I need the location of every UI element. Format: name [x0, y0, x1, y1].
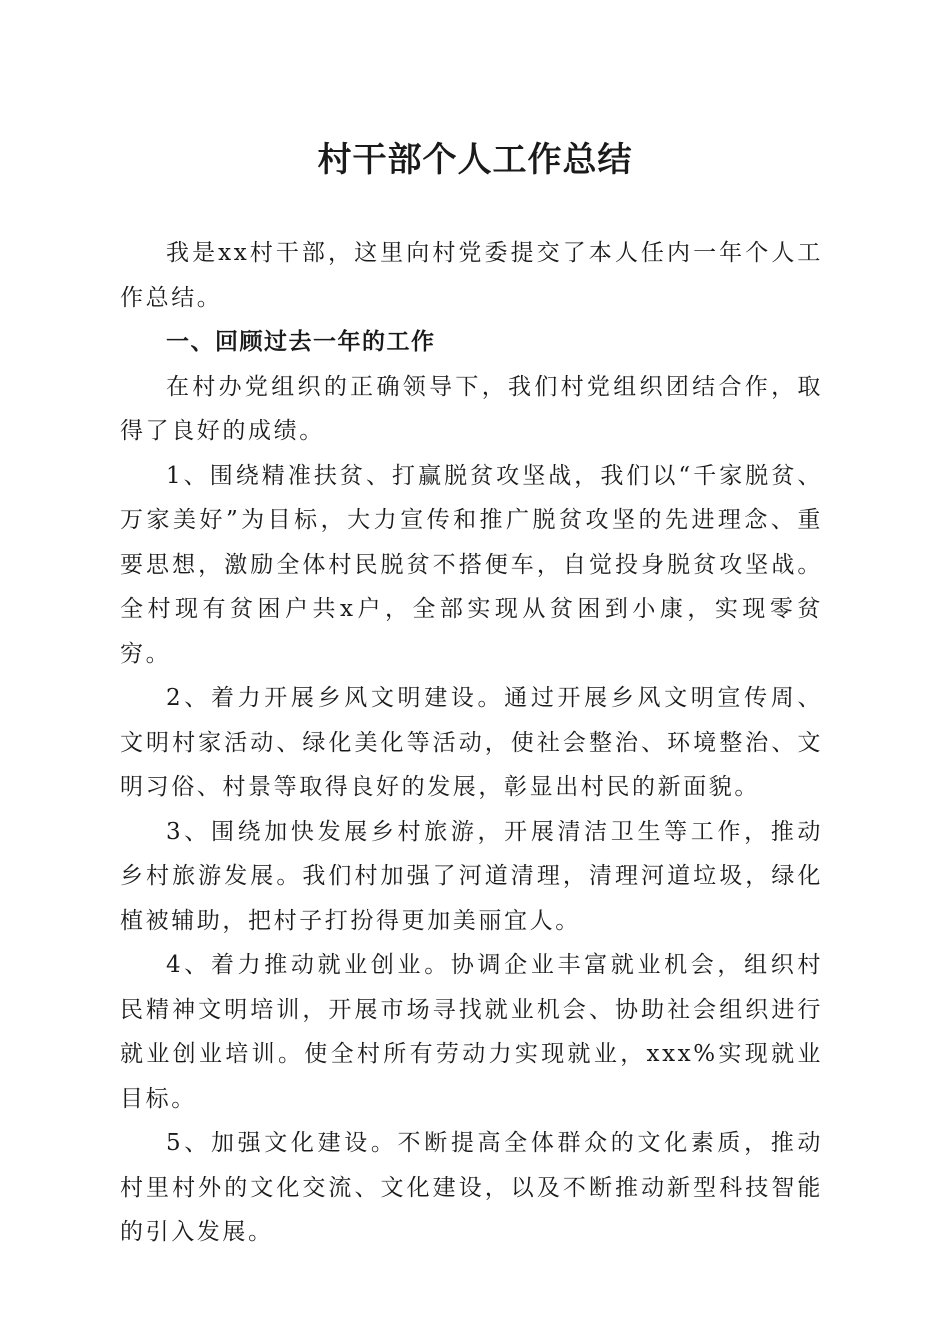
body-paragraph: 3、围绕加快发展乡村旅游，开展清洁卫生等工作，推动乡村旅游发展。我们村加强了河道清理，清理河道垃圾，绿化植被辅助，把村子打扮得更加美丽宜人。 [120, 818, 823, 934]
body-paragraph: 在村办党组织的正确领导下，我们村党组织团结合作，取得了良好的成绩。 [120, 373, 823, 444]
body-paragraph: 4、着力推动就业创业。协调企业丰富就业机会，组织村民精神文明培训，开展市场寻找就业机会、协助社会组织进行就业创业培训。使全村所有劳动力实现就业，xxx%实现就业目标。 [120, 952, 823, 1112]
section-heading: 一、回顾过去一年的工作 [166, 329, 436, 355]
body-paragraph: 5、加强文化建设。不断提高全体群众的文化素质，推动村里村外的文化交流、文化建设，以及不断推动新型科技智能的引入发展。 [120, 1130, 823, 1245]
intro-paragraph: 我是xx村干部，这里向村党委提交了本人任内一年个人工作总结。 [120, 240, 823, 311]
document-body [120, 231, 823, 1255]
body-paragraph: 1、围绕精准扶贫、打赢脱贫攻坚战，我们以“千家脱贫、万家美好”为目标，大力宣传和推广脱贫攻坚的先进理念、重要思想，激励全体村民脱贫不搭便车，自觉投身脱贫攻坚战。全村现有贫困户共x户，全部实现从贫困到小康，实现零贫穷。 [120, 462, 823, 667]
document-title: 村干部个人工作总结 [317, 140, 633, 180]
body-paragraph: 2、着力开展乡风文明建设。通过开展乡风文明宣传周、文明村家活动、绿化美化等活动，使社会整治、环境整治、文明习俗、村景等取得良好的发展，彰显出村民的新面貌。 [120, 685, 823, 800]
